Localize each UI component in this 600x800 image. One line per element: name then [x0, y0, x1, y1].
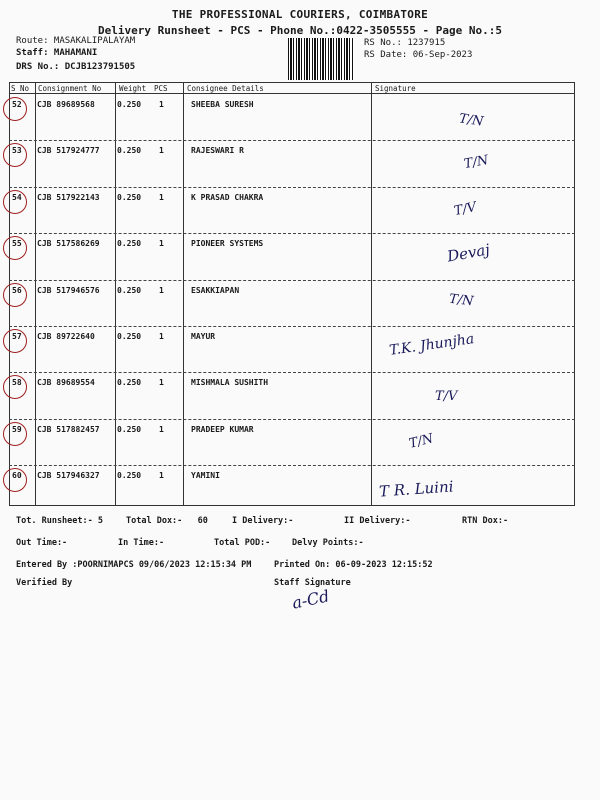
col-header-signature: Signature — [375, 84, 416, 93]
row-consignment-no: CJB 89689568 — [37, 100, 95, 109]
row-consignee: MAYUR — [191, 332, 216, 341]
route-label: Route: MASAKALIPALAYAM — [16, 36, 136, 46]
row-pcs: 1 — [159, 285, 164, 295]
row-pcs: 1 — [159, 378, 164, 388]
row-signature: T/N — [458, 111, 485, 130]
row-weight: 0.250 — [117, 378, 142, 388]
row-separator — [9, 187, 575, 188]
rs-number: RS No.: 1237915 — [364, 38, 446, 48]
row-weight: 0.250 — [117, 285, 142, 295]
row-consignee: PIONEER SYSTEMS — [191, 239, 264, 249]
row-weight: 0.250 — [117, 146, 142, 156]
col-divider — [371, 82, 372, 506]
company-title: THE PROFESSIONAL COURIERS, COIMBATORE — [171, 8, 429, 21]
row-weight: 0.250 — [117, 100, 142, 109]
row-consignee: K PRASAD CHAKRA — [191, 192, 264, 202]
staff-signature-label: Staff Signature — [274, 578, 351, 588]
row-sno: 56 — [12, 285, 22, 295]
row-separator — [9, 419, 575, 420]
row-sno: 60 — [12, 471, 22, 481]
table-top-border — [9, 82, 575, 83]
ii-delivery: II Delivery:- — [344, 516, 411, 526]
col-header-sno: S No — [11, 84, 30, 93]
row-sno: 52 — [12, 100, 22, 109]
row-signature: Devaj — [445, 240, 492, 266]
tot-runsheet: Tot. Runsheet:- 5 — [16, 516, 103, 526]
row-consignee: PRADEEP KUMAR — [191, 424, 254, 434]
in-time: In Time:- — [118, 538, 165, 548]
row-separator — [9, 140, 575, 141]
row-pcs: 1 — [159, 424, 164, 434]
entered-by: Entered By :POORNIMAPCS 09/06/2023 12:15:34 PM — [16, 560, 252, 570]
row-consignment-no: CJB 517922143 — [37, 192, 100, 202]
row-pcs: 1 — [159, 192, 164, 202]
row-weight: 0.250 — [117, 471, 142, 481]
row-sno: 57 — [12, 332, 22, 341]
total-dox: Total Dox:- 60 — [126, 516, 208, 526]
row-pcs: 1 — [159, 239, 164, 249]
col-header-consignee: Consignee Details — [187, 84, 264, 93]
row-consignee: YAMINI — [191, 471, 220, 481]
row-weight: 0.250 — [117, 239, 142, 249]
row-consignment-no: CJB 517924777 — [37, 146, 100, 156]
row-consignment-no: CJB 517946327 — [37, 471, 100, 481]
row-consignee: ESAKKIAPAN — [191, 285, 240, 295]
rs-date: RS Date: 06-Sep-2023 — [364, 50, 473, 60]
out-time: Out Time:- — [16, 538, 68, 548]
row-signature: T/N — [448, 291, 475, 309]
col-divider — [35, 82, 36, 506]
col-header-consignment: Consignment No — [38, 84, 102, 93]
rtn-dox: RTN Dox:- — [462, 516, 509, 526]
row-pcs: 1 — [159, 471, 164, 481]
row-separator — [9, 372, 575, 373]
col-divider — [183, 82, 184, 506]
total-pod: Total POD:- — [214, 538, 271, 548]
row-consignment-no: CJB 517946576 — [37, 285, 100, 295]
row-sno: 53 — [12, 146, 22, 156]
row-consignee: MISHMALA SUSHITH — [191, 378, 269, 388]
verified-by: Verified By — [16, 578, 73, 588]
row-consignment-no: CJB 517586269 — [37, 239, 100, 249]
runsheet-table — [9, 82, 575, 506]
row-consignee: SHEEBA SURESH — [191, 100, 254, 109]
row-sno: 55 — [12, 239, 22, 249]
row-signature: T/N — [462, 153, 490, 173]
i-delivery: I Delivery:- — [232, 516, 294, 526]
row-pcs: 1 — [159, 100, 164, 109]
runsheet-title: Delivery Runsheet - PCS - Phone No.:0422-3505555 - Page No.:5 — [98, 24, 502, 37]
delvy-points: Delvy Points:- — [292, 538, 364, 548]
col-divider — [574, 82, 575, 506]
row-signature: T R. Luini — [378, 477, 455, 501]
col-header-pcs: PCS — [154, 84, 168, 93]
row-signature: T/N — [407, 431, 435, 452]
row-consignment-no: CJB 89689554 — [37, 378, 95, 388]
barcode — [288, 38, 354, 80]
row-sno: 59 — [12, 424, 22, 434]
row-separator — [9, 326, 575, 327]
col-header-weight: Weight — [119, 84, 147, 93]
row-weight: 0.250 — [117, 424, 142, 434]
row-separator — [9, 465, 575, 466]
row-weight: 0.250 — [117, 332, 142, 341]
row-pcs: 1 — [159, 146, 164, 156]
row-consignment-no: CJB 517882457 — [37, 424, 100, 434]
printed-on: Printed On: 06-09-2023 12:15:52 — [274, 560, 433, 570]
col-divider — [115, 82, 116, 506]
row-separator — [9, 233, 575, 234]
row-signature: T.K. Jhunjha — [388, 331, 476, 359]
row-signature: T/V — [452, 199, 478, 219]
staff-signature-scrawl: a-Cd — [290, 586, 332, 613]
row-pcs: 1 — [159, 332, 164, 341]
staff-label: Staff: MAHAMANI — [16, 48, 98, 58]
table-header-border — [9, 93, 575, 94]
drs-number: DRS No.: DCJB123791505 — [16, 62, 136, 72]
row-consignee: RAJESWARI R — [191, 146, 244, 156]
row-consignment-no: CJB 89722640 — [37, 332, 95, 341]
table-bottom-border — [9, 505, 575, 506]
row-weight: 0.250 — [117, 192, 142, 202]
row-separator — [9, 280, 575, 281]
row-sno: 58 — [12, 378, 22, 388]
row-sno: 54 — [12, 192, 22, 202]
row-signature: T/V — [435, 389, 458, 405]
